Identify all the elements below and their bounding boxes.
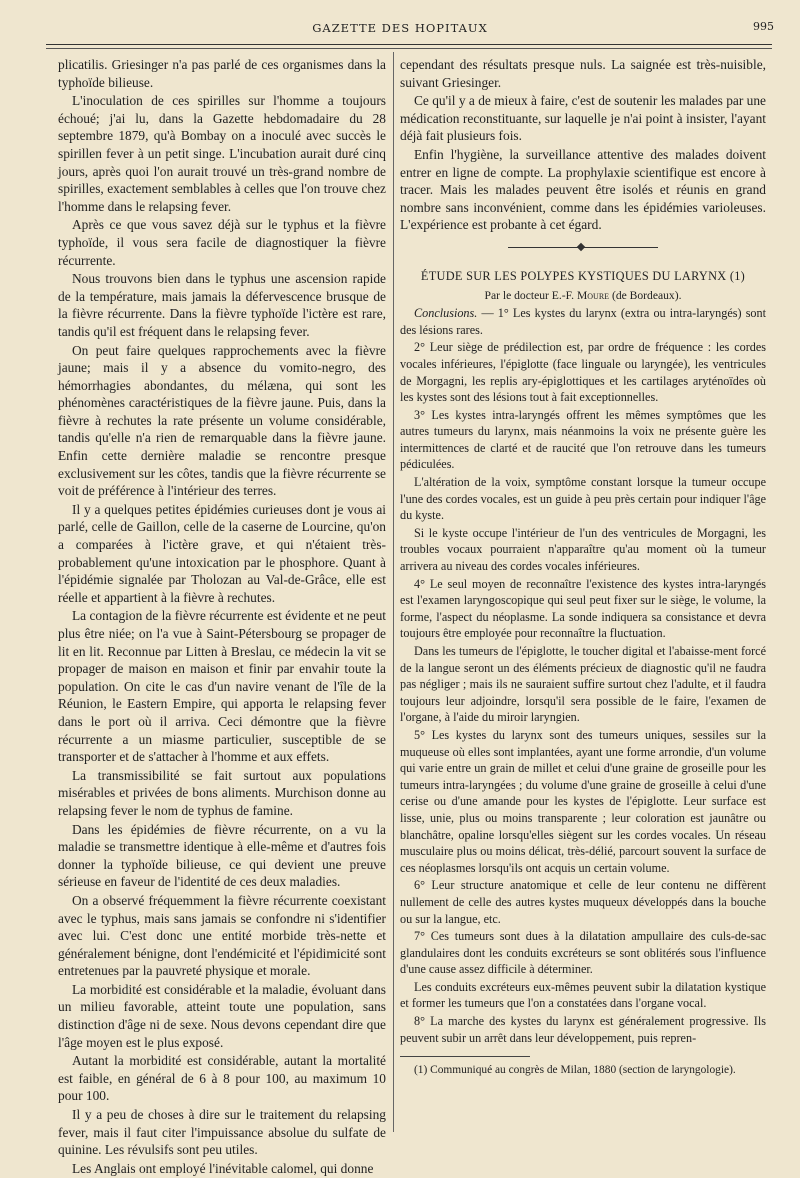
paragraph: 3° Les kystes intra-laryngés offrent les mêmes symptômes que les autres tumeurs du larynx, mais néanmoins la voix ne présente guère les intermittences de clarté et de raucité que l'on retrouve dans les tumeurs pédiculées.	[400, 407, 766, 472]
paragraph: Enfin l'hygiène, la surveillance attentive des malades doivent entrer en ligne de compte. La prophylaxie scientifique est encore à tracer. Mais les malades peuvent être isolés et réunis en grand nombre sans inconvénient, comme dans les épidémies varioleuses. L'expérience est probante à cet égard.	[400, 146, 766, 233]
running-head	[0, 18, 800, 38]
paragraph: Dans les épidémies de fièvre récurrente, on a vu la maladie se transmettre identique à elle-même et d'autres fois donner la typhoïde bilieuse, ce qui devient une preuve sérieuse en faveur de l'identité de ces deux maladies.	[58, 821, 386, 890]
paragraph: 8° La marche des kystes du larynx est généralement progressive. Ils peuvent subir un arrêt dans leur développement, puis repren-	[400, 1014, 766, 1045]
paragraph	[400, 305, 766, 338]
paragraph: Les Anglais ont employé l'inévitable calomel, qui donne	[72, 1160, 374, 1176]
paragraph: L'altération de la voix, symptôme constant lorsque la tumeur occupe l'une des cordes vocales, est un guide à peu près certain pour indiquer l'âge du kyste.	[400, 475, 766, 523]
paragraph: Il y a quelques petites épidémies curieuses dont je vous ai parlé, celle de Gaillon, celle de la caserne de Lourcine, qu'on a comparées à l'ictère grave, et qui n'étaient très-probablement qu'une intoxication par le phosphore. Quant à l'épidémie signalée par Tholozan au Val-de-Grâce, elle est réelle et appartient à la fièvre à rechutes.	[58, 501, 386, 605]
paragraph: La contagion de la fièvre récurrente est évidente et ne peut plus être niée; on l'a vue à Saint-Pétersbourg se propager de lit en lit. Reconnue par Litten à Breslau, ce médecin la vit se propager de maison en maison et finir par envahir toute la population. On cite le cas d'un navire venant de l'île de la Réunion, le Eastern Empire, qui apporta le relapsing fever dans le port où il arriva. Ceci démontre que la fièvre récurrente a un miasme particulier, susceptible de se transporter et de s'attacher à l'homme et aux effets.	[58, 608, 386, 765]
right-column	[400, 56, 766, 1079]
paragraph: 7° Ces tumeurs sont dues à la dilatation ampullaire des culs-de-sac glandulaires dont les conduits excréteurs se sont oblitérés sous l'influence d'une cause assez difficile à déterminer.	[400, 929, 766, 977]
paragraph: cependant des résultats presque nuls. La saignée est très-nuisible, suivant Griesinger.	[400, 57, 766, 90]
paragraph: On peut faire quelques rapprochements avec la fièvre jaune; mais il y a absence du vomito-negro, des hémorrhagies abondantes, du mélæna, qui sont les phénomènes caractéristiques de la fièvre jaune. Puis, dans la fièvre à rechutes la rate présente un volume considérable, tandis qu'elle n'a rien de remarquable dans la fièvre jaune. Enfin cette dernière maladie se rencontre presque exclusivement sur les côtes, tandis que la fièvre récurrente se voit de préférence à l'intérieur des terres.	[58, 342, 386, 499]
footnote-rule	[400, 1056, 530, 1057]
left-column	[58, 56, 386, 1178]
paragraph: 6° Leur structure anatomique et celle de leur contenu ne diffèrent nullement de celle des autres kystes muqueux développés dans la bouche ou sur la langue, etc.	[400, 878, 766, 926]
paragraph: 4° Le seul moyen de reconnaître l'existence des kystes intra-laryngés est l'examen laryngoscopique qui seul peut fixer sur le siège, le volume, la forme, l'aspect du néoplasme. La sonde indiquera sa consistance et devra toujours être employée pour reconnaître la fluctuation.	[400, 576, 766, 641]
section-ornament	[508, 244, 658, 250]
header-rule	[46, 44, 772, 45]
author-suffix: (de Bordeaux).	[611, 288, 682, 302]
paragraph: Nous trouvons bien dans le typhus une ascension rapide de la température, mais jamais la défervescence brusque de la fièvre récurrente. Dans la fièvre typhoïde l'ictère est rare, tandis qu'il est fréquent dans le relapsing fever.	[58, 271, 386, 339]
paragraph: 5° Les kystes du larynx sont des tumeurs uniques, sessiles sur la muqueuse où elles sont implantées, ayant une forme arrondie, d'un volume qui varie entre un grain de millet et celui d'une graine de groseille pour les tumeurs intra-laryngées ; du volume d'une graine de groseille à celui d'une cerise ou d'une amande pour les kystes de l'épiglotte. Leur surface est lisse, unie, plus ou moins transparente ; leur coloration est jaunâtre ou blanchâtre, opaline lorsqu'elles siègent sur les cordes vocales. Un réseau musculaire plus ou moins délicat, très-délié, parcourt souvent la surface de ces néoplasmes lorsqu'ils ont acquis un certain volume.	[400, 727, 766, 875]
paragraph: 2° Leur siège de prédilection est, par ordre de fréquence : les cordes vocales inférieures, l'épiglotte (face linguale ou laryngée), les ventricules de Morgagni, les replis ary-épiglottiques et les cartilages aryténoïdes où les kystes sont des lésions tout à fait exceptionnelles.	[400, 340, 766, 405]
author-prefix: Par le docteur E.-F.	[484, 288, 575, 302]
column-divider	[393, 52, 394, 1132]
paragraph: Ce qu'il y a de mieux à faire, c'est de soutenir les malades par une médication reconstituante, sur laquelle je n'ai point à insister, l'ayant déjà fait plusieurs fois.	[400, 93, 766, 144]
paragraph: Les conduits excréteurs eux-mêmes peuvent subir la dilatation kystique et former les tumeurs que l'on a constatées dans l'organe vocal.	[400, 979, 766, 1011]
paragraph: Il y a peu de choses à dire sur le traitement du relapsing fever, mais il faut citer l'impuissance absolue du sulfate de quinine. Les révulsifs sont peu utiles.	[58, 1107, 386, 1158]
paragraph: Autant la morbidité est considérable, autant la mortalité est faible, en général de 6 à 8 pour 100, au maximum 10 pour 100.	[58, 1053, 386, 1104]
page-number: 995	[753, 20, 774, 33]
paragraph: Si le kyste occupe l'intérieur de l'un des ventricules de Morgagni, les troubles vocaux pourraient n'apparaître qu'au moment où la tumeur arrivera au niveau des cordes vocales inférieures.	[400, 525, 766, 574]
article-body	[400, 305, 766, 1046]
paragraph: L'inoculation de ces spirilles sur l'homme a toujours échoué; j'ai lu, dans la Gazette hebdomadaire du 28 septembre 1879, qu'à Bombay on a inoculé avec succès le spirillen fever à un petit singe. L'incubation aurait duré cinq jours, après quoi l'on aurait trouvé un très-grand nombre de spirilles, exactement semblables à celles que l'on trouve chez l'homme dans le relapsing fever.	[58, 93, 386, 214]
paragraph: On a observé fréquemment la fièvre récurrente coexistant avec le typhus, mais sans jamais se confondre ni s'identifier avec lui. C'est donc une entité morbide très-nette et généralement bénigne, dont l'endémicité et l'épidimicité sont entretenues par la pauvreté physique et morale.	[58, 892, 386, 979]
article-author	[400, 287, 766, 305]
paragraph: La morbidité est considérable et la maladie, évoluant dans un milieu favorable, atteint toute une population, sans distinction d'âge ni de sexe. Nous devons cependant dire que l'âge moyen est le plus exposé.	[58, 981, 386, 1050]
paragraph: La transmissibilité se fait surtout aux populations misérables et privées de bons aliments. Murchison donne au relapsing fever le nom de typhus de famine.	[58, 767, 386, 818]
conclusions-label: Conclusions.	[414, 306, 478, 321]
journal-title: GAZETTE DES HOPITAUX	[312, 21, 488, 35]
author-name: Moure	[576, 288, 610, 302]
paragraph: Après ce que vous savez déjà sur le typhus et la fièvre typhoïde, il vous sera facile de diagnostiquer la fièvre récurrente.	[58, 217, 386, 268]
article-title: ÉTUDE SUR LES POLYPES KYSTIQUES DU LARYNX (1)	[420, 268, 746, 283]
header-rule-thin	[46, 48, 772, 49]
paragraph: Dans les tumeurs de l'épiglotte, le toucher digital et l'abaisse-ment forcé de la langue seront un des éléments précieux de diagnostic qu'il ne faudra pas négliger ; mais ils ne sauraient suffire surtout chez l'adulte, et il faudra toujours leur adjoindre, lorsqu'il sera possible de le faire, l'examen de l'organe, à l'aide du miroir laryngien.	[400, 644, 766, 725]
paragraph: plicatilis. Griesinger n'a pas parlé de ces organismes dans la typhoïde bilieuse.	[58, 57, 386, 90]
footnote: (1) Communiqué au congrès de Milan, 1880 (section de laryngologie).	[414, 1064, 736, 1077]
paragraph-text: — 1° Les kystes du larynx (extra ou intra-laryngés) sont des lésions rares.	[400, 306, 767, 337]
